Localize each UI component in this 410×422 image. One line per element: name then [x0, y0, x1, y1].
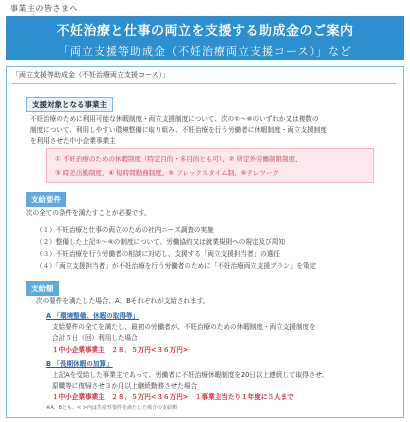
- amount-a-line: 支給要件の全てを満たし、最初の労働者が、不妊治療のための休暇制度・両立支援制度を: [52, 323, 316, 331]
- banner-title: 不妊治療と仕事の両立を支援する助成金のご案内: [56, 24, 354, 39]
- section3-heading: 支給額: [26, 281, 59, 296]
- system-list-line: ③ 時差出勤制度、④ 短時間勤務制度、⑤ フレックスタイム制、⑥テレワーク: [55, 169, 279, 177]
- section1-line: 制度について、利用しやすい環境整備に取り組み、不妊治療を行う労働者に休暇制度・両立支援制度: [30, 126, 327, 134]
- amount-a-value: １中小企業事業主 ２８．５万円<３６万円>: [52, 346, 189, 354]
- section2-heading: 支給要件: [26, 192, 66, 207]
- section-eligible-employers: [26, 97, 113, 112]
- section-amount: [26, 281, 59, 296]
- system-list-box: [46, 148, 374, 183]
- requirement-item: （２）整備した上記①～⑥の制度について、労働協約又は就業規則への規定及び周知: [36, 238, 285, 246]
- section-requirements: [26, 192, 66, 207]
- section2-intro: 次の全ての条件を満たすことが必要です。: [26, 209, 151, 217]
- section1-heading: 支援対象となる事業主: [26, 97, 113, 112]
- requirement-item: （４）「両立支援担当者」が不妊治療を行う労働者のために「不妊治療両立支援プラン」を策定: [36, 262, 317, 270]
- footnote: ※A、Bとも、< >内は生産性要件を満たした場合の支給額: [46, 405, 178, 411]
- section3-intro: 次の要件を満たした場合、A、Bそれぞれが支給されます。: [36, 297, 210, 305]
- section1-line: 不妊治療のために利用可能な休暇制度・両立支援制度について、次の①～⑥のいずれか又は複数の: [30, 115, 319, 123]
- title-banner: [6, 16, 404, 60]
- requirement-item: （１）不妊治療と仕事の両立のための社内ニーズ調査の実施: [36, 226, 214, 234]
- amount-b-line: 上記Aを受給した事業主であって、労働者に不妊治療休暇制度を20日以上連続して取得させ、: [52, 371, 329, 379]
- section1-text: [30, 114, 390, 147]
- system-list-line: ① 不妊治療のための休暇制度（特定目的・多目的とも可）、② 所定外労働制限制度、: [55, 155, 302, 163]
- frame-title: 「両立支援等助成金（不妊治療両立支援コース）」: [12, 71, 170, 79]
- section1-line: を利用させた中小企業事業主: [30, 137, 116, 145]
- top-label: 事業主の皆さまへ: [10, 4, 78, 13]
- amount-b-value: １中小企業事業主 ２８．５万円<３６万円> １事業主当たり１年度に５人まで: [52, 393, 294, 401]
- amount-a-line: 合計５日（回）利用した場合: [52, 334, 138, 342]
- amount-a-title: A 「環境整備、休暇の取得等」: [46, 312, 140, 320]
- requirement-item: （３）不妊治療を行う労働者の相談に対応し、支援する「両立支援担当者」の選任: [36, 250, 280, 258]
- amount-b-line: 原職等に復帰させ３か月以上継続勤務させた場合: [52, 382, 198, 390]
- frame-divider: [12, 83, 396, 84]
- amount-b-title: B 「長期休暇の加算」: [46, 360, 113, 368]
- banner-subtitle: 「両立支援等助成金（不妊治療両立支援コース）」など: [58, 45, 352, 58]
